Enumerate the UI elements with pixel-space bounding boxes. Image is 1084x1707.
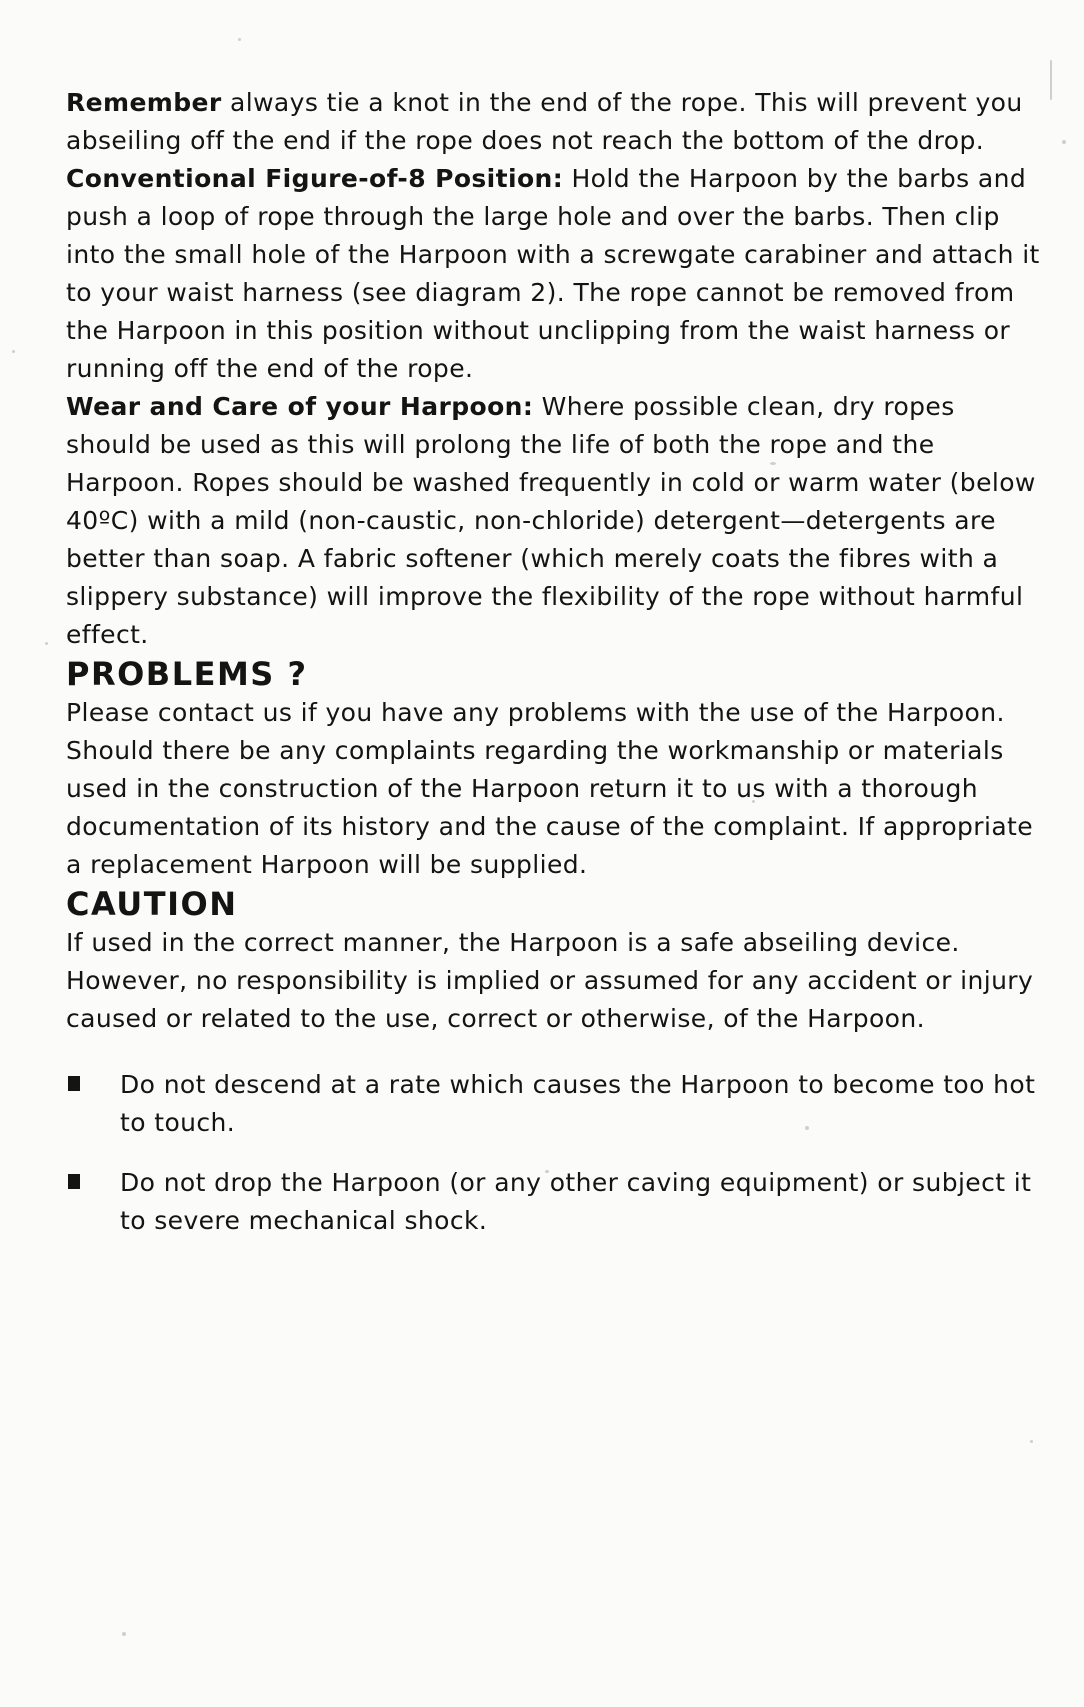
caution-paragraph: If used in the correct manner, the Harpoon is a safe abseiling device. However, no responsibility is implied or assumed for any accident or injury caused or related to the use, correct or otherwise, of the Harpoon. (66, 928, 1034, 1033)
paragraph-figure-of-8 (66, 160, 1046, 388)
scan-speck (122, 1632, 126, 1636)
paragraph-text: Hold the Harpoon by the barbs and push a loop of rope through the large hole and over the barbs. Then clip into the small hole of the Harpoon with a screwgate carabiner and attach it to your waist harness (see diagram 2). The rope cannot be removed from the Harpoon in this position without unclipping from the waist harness or running off the end of the rope. (66, 164, 1040, 383)
scan-speck (12, 350, 15, 353)
bullet-text: Do not drop the Harpoon (or any other caving equipment) or subject it to severe mechanical shock. (120, 1168, 1032, 1235)
scan-speck (1050, 60, 1052, 100)
paragraph-lead: Conventional Figure-of-8 Position: (66, 164, 564, 193)
paragraph-remember (66, 84, 1046, 160)
list-item (66, 1164, 1046, 1240)
square-bullet-icon (68, 1174, 80, 1189)
list-item (66, 1066, 1046, 1142)
caution-bullet-list (66, 1066, 1046, 1240)
paragraph-text: always tie a knot in the end of the rope. This will prevent you abseiling off the end if the rope does not reach the bottom of the drop. (66, 88, 1023, 155)
paragraph-lead: Wear and Care of your Harpoon: (66, 392, 534, 421)
caution-heading: CAUTION (66, 885, 238, 923)
scan-speck (1062, 140, 1066, 144)
paragraph-text: Where possible clean, dry ropes should be used as this will prolong the life of both the rope and the Harpoon. Ropes should be washed frequently in cold or warm water (below 40ºC) with a mild (non-caustic, non-chloride) detergent—detergents are better than soap. A fabric softener (which merely coats the fibres with a slippery substance) will improve the flexibility of the rope without harmful effect. (66, 392, 1036, 649)
problems-paragraph: Please contact us if you have any problems with the use of the Harpoon. Should there be any complaints regarding the workmanship or materials used in the construction of the Harpoon return it to us with a thorough documentation of its history and the cause of the complaint. If appropriate a replacement Harpoon will be supplied. (66, 698, 1034, 879)
scan-speck (1030, 1440, 1033, 1443)
problems-heading: PROBLEMS ? (66, 655, 308, 693)
paragraph-wear-and-care (66, 388, 1046, 654)
square-bullet-icon (68, 1076, 80, 1091)
bullet-text: Do not descend at a rate which causes the Harpoon to become too hot to touch. (120, 1070, 1036, 1137)
document-body (66, 84, 1046, 1262)
scan-speck (238, 38, 241, 41)
scan-speck (45, 642, 48, 645)
paragraph-lead: Remember (66, 88, 222, 117)
